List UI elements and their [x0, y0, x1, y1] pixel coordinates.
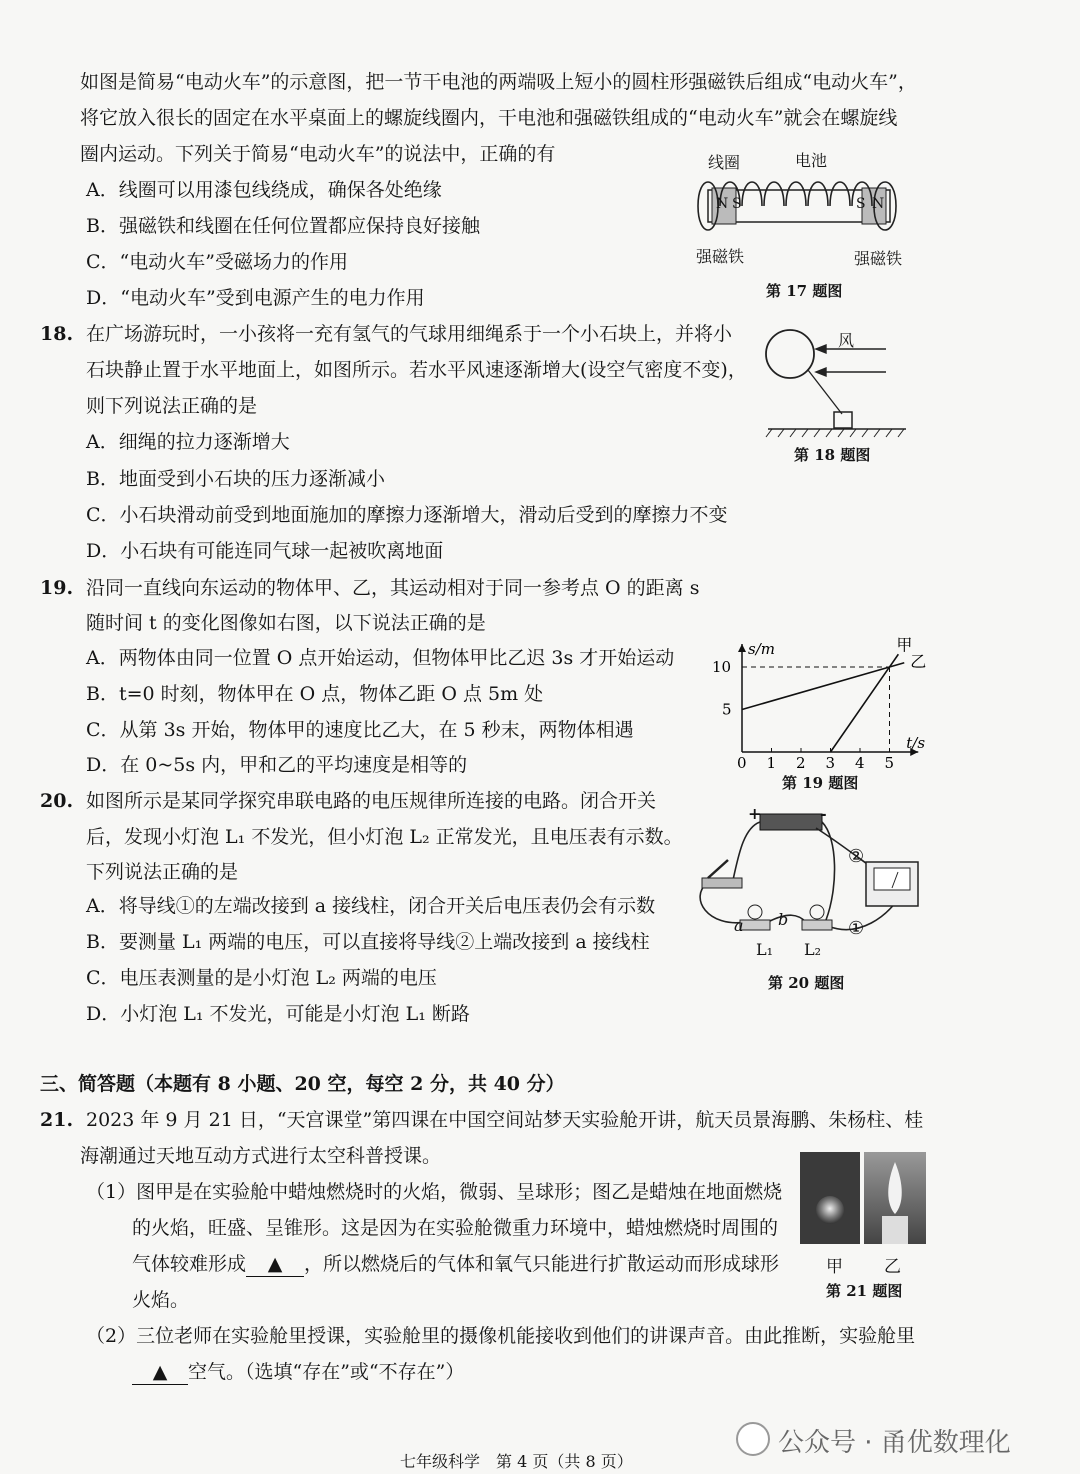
- q18-stem-line3: 则下列说法正确的是: [86, 395, 258, 417]
- q19-stem-line1: 沿同一直线向东运动的物体甲、乙，其运动相对于同一参考点 O 的距离 s: [86, 577, 700, 599]
- q20-stem-line2: 后，发现小灯泡 L₁ 不发光，但小灯泡 L₂ 正常发光，且电压表有示数。: [86, 826, 683, 848]
- fig18-balloon: [766, 330, 814, 378]
- wechat-icon: [736, 1422, 770, 1456]
- x-tick-label: 4: [855, 754, 865, 770]
- q19-option-d: D．在 0~5s 内，甲和乙的平均速度是相等的: [86, 754, 468, 776]
- q21-part1-line1: （1）图甲是在实验舱中蜡烛燃烧时的火焰，微弱、呈球形；图乙是蜡烛在地面燃烧: [86, 1181, 783, 1203]
- fig20-lamp-l1: [740, 905, 770, 930]
- q21-part2-line1: （2）三位老师在实验舱里授课，实验舱里的摄像机能接收到他们的讲课声音。由此推断，实验舱里: [86, 1325, 916, 1347]
- q17-stem-line3: 圈内运动。下列关于简易“电动火车”的说法中，正确的有: [80, 143, 556, 165]
- q21-part1-line4: 火焰。: [132, 1289, 190, 1311]
- fig20-battery-pack: [760, 814, 822, 830]
- fig20-terminal-a: a: [734, 916, 744, 935]
- fig17-coil-label: 线圈: [708, 153, 741, 172]
- q17-option-d: D．“电动火车”受到电源产生的电力作用: [86, 287, 425, 309]
- fig20-terminal-b: b: [778, 910, 789, 929]
- q19-number: 19.: [40, 577, 74, 599]
- page-footer: 七年级科学 第 4 页（共 8 页）: [400, 1452, 633, 1471]
- fig17-left-magnet-label: 强磁铁: [696, 247, 745, 266]
- fig17-caption: 第 17 题图: [766, 282, 843, 300]
- fig17-right-S: S: [856, 196, 866, 212]
- fig21-caption: 第 21 题图: [826, 1282, 903, 1300]
- fig18-stone: [834, 412, 852, 428]
- fig19-axes: [738, 640, 925, 756]
- fig19-caption: 第 19 题图: [782, 774, 859, 792]
- q18-number: 18.: [40, 323, 74, 345]
- fig17-right-magnet-label: 强磁铁: [854, 249, 903, 268]
- q21-part2-text: 空气。（选填“存在”或“不存在”）: [188, 1361, 465, 1383]
- q21-part2-answer-blank[interactable]: ▲: [132, 1360, 188, 1385]
- x-tick-label: 1: [766, 754, 777, 770]
- q18-option-d: D．小石块有可能连同气球一起被吹离地面: [86, 540, 444, 562]
- x-tick-label: 2: [796, 754, 806, 770]
- q20-number: 20.: [40, 790, 74, 812]
- fig18-wind-label: 风: [838, 331, 855, 350]
- q21-number: 21.: [40, 1109, 74, 1131]
- series-line-jia: [831, 654, 899, 752]
- y-tick-label: 10: [712, 658, 732, 676]
- fig18-caption: 第 18 题图: [794, 446, 871, 464]
- q18-stem-line2: 石块静止置于水平地面上，如图所示。若水平风速逐渐增大(设空气密度不变)，: [86, 359, 747, 381]
- fig20-minus-sign: -: [820, 804, 827, 823]
- fig18-diagram: [760, 322, 910, 442]
- series-label-jia: 甲: [896, 635, 913, 655]
- x-tick-label: 3: [825, 754, 836, 770]
- fig20-voltmeter: [866, 862, 918, 906]
- x-axis-label: t/s: [906, 734, 926, 752]
- q18-option-a: A．细绳的拉力逐渐增大: [86, 431, 290, 453]
- fig21-spherical-flame: [816, 1196, 844, 1224]
- series-line-yi: [742, 663, 904, 710]
- q21-part1-text-b: ，所以燃烧后的气体和氧气只能进行扩散运动而形成球形: [304, 1253, 780, 1275]
- q19-option-a: A．两物体由同一位置 O 点开始运动，但物体甲比乙迟 3s 才开始运动: [86, 647, 675, 669]
- watermark-text: 公众号 · 甬优数理化: [778, 1428, 1011, 1458]
- q18-stem-line1: 在广场游玩时，一小孩将一充有氢气的气球用细绳系于一个小石块上，并将小: [86, 323, 733, 345]
- section3-heading: 三、简答题（本题有 8 小题、20 空，每空 2 分，共 40 分）: [40, 1073, 565, 1095]
- q17-option-a: A．线圈可以用漆包线绕成，确保各处绝缘: [86, 179, 442, 201]
- y-axis-label: s/m: [748, 640, 775, 658]
- q21-part1-text-a: 气体较难形成: [132, 1253, 247, 1275]
- fig19-ticks: [712, 658, 894, 770]
- fig20-wire2-label: ②: [848, 846, 865, 867]
- q17-stem-line2: 将它放入很长的固定在水平桌面上的螺旋线圈内，干电池和强磁铁组成的“电动火车”就会在螺旋线: [80, 107, 898, 129]
- fig21-photos: [800, 1152, 926, 1244]
- q21-part1-line2: 的火焰，旺盛、呈锥形。这是因为在实验舱微重力环境中，蜡烛燃烧时周围的: [132, 1217, 779, 1239]
- fig18-string: [808, 370, 842, 414]
- series-label-yi: 乙: [910, 651, 927, 671]
- q21-stem-line1: 2023 年 9 月 21 日，“天宫课堂”第四课在中国空间站梦天实验舱开讲，航天员景海鹏、朱杨柱、桂: [86, 1109, 924, 1131]
- fig21-candle: [882, 1216, 908, 1244]
- fig20-L2-label: L₂: [804, 940, 822, 959]
- q20-option-d: D．小灯泡 L₁ 不发光，可能是小灯泡 L₁ 断路: [86, 1003, 470, 1025]
- y-axis-arrow: [738, 644, 746, 652]
- q18-option-b: B．地面受到小石块的压力逐渐减小: [86, 468, 385, 490]
- fig17-left-N: N: [716, 196, 729, 212]
- y-tick-label: 5: [722, 700, 732, 719]
- fig19-guides: [742, 667, 890, 752]
- fig21-jia-label: 甲: [826, 1257, 843, 1277]
- q17-stem-line1: 如图是简易“电动火车”的示意图，把一节干电池的两端吸上短小的圆柱形强磁铁后组成“电动火车”，: [80, 71, 917, 93]
- fig19-st-chart: [690, 570, 940, 770]
- q17-option-c: C．“电动火车”受磁场力的作用: [86, 251, 348, 273]
- q21-part1-answer-blank[interactable]: ▲: [246, 1252, 304, 1277]
- q19-stem-line2: 随时间 t 的变化图像如右图，以下说法正确的是: [86, 612, 486, 634]
- q19-option-b: B．t=0 时刻，物体甲在 O 点，物体乙距 O 点 5m 处: [86, 683, 544, 705]
- fig17-right-N: N: [872, 196, 885, 212]
- q20-stem-line3: 下列说法正确的是: [86, 861, 239, 883]
- q20-option-b: B．要测量 L₁ 两端的电压，可以直接将导线②上端改接到 a 接线柱: [86, 931, 650, 953]
- x-tick-label: 0: [737, 754, 747, 770]
- fig20-caption: 第 20 题图: [768, 974, 845, 992]
- fig20-plus-sign: +: [748, 804, 762, 823]
- fig17-left-S: S: [732, 196, 742, 212]
- fig18-ground-hatch: [766, 429, 904, 437]
- q21-part1-line3: [132, 1252, 779, 1277]
- x-tick-label: 5: [884, 754, 895, 770]
- q19-option-c: C．从第 3s 开始，物体甲的速度比乙大，在 5 秒末，两物体相遇: [86, 719, 634, 741]
- q20-option-c: C．电压表测量的是小灯泡 L₂ 两端的电压: [86, 967, 437, 989]
- q21-stem-line2: 海潮通过天地互动方式进行太空科普授课。: [80, 1145, 442, 1167]
- fig20-L1-label: L₁: [756, 940, 774, 959]
- fig20-wire1-label: ①: [848, 918, 865, 939]
- fig17-battery-label: 电池: [795, 151, 828, 170]
- q17-option-b: B．强磁铁和线圈在任何位置都应保持良好接触: [86, 215, 480, 237]
- fig21-yi-label: 乙: [884, 1257, 901, 1277]
- q20-stem-line1: 如图所示是某同学探究串联电路的电压规律所连接的电路。闭合开关: [86, 790, 657, 812]
- q18-option-c: C．小石块滑动前受到地面施加的摩擦力逐渐增大，滑动后受到的摩擦力不变: [86, 504, 728, 526]
- q21-part2-line2: [132, 1360, 464, 1385]
- q20-option-a: A．将导线①的左端改接到 a 接线柱，闭合开关后电压表仍会有示数: [86, 895, 656, 917]
